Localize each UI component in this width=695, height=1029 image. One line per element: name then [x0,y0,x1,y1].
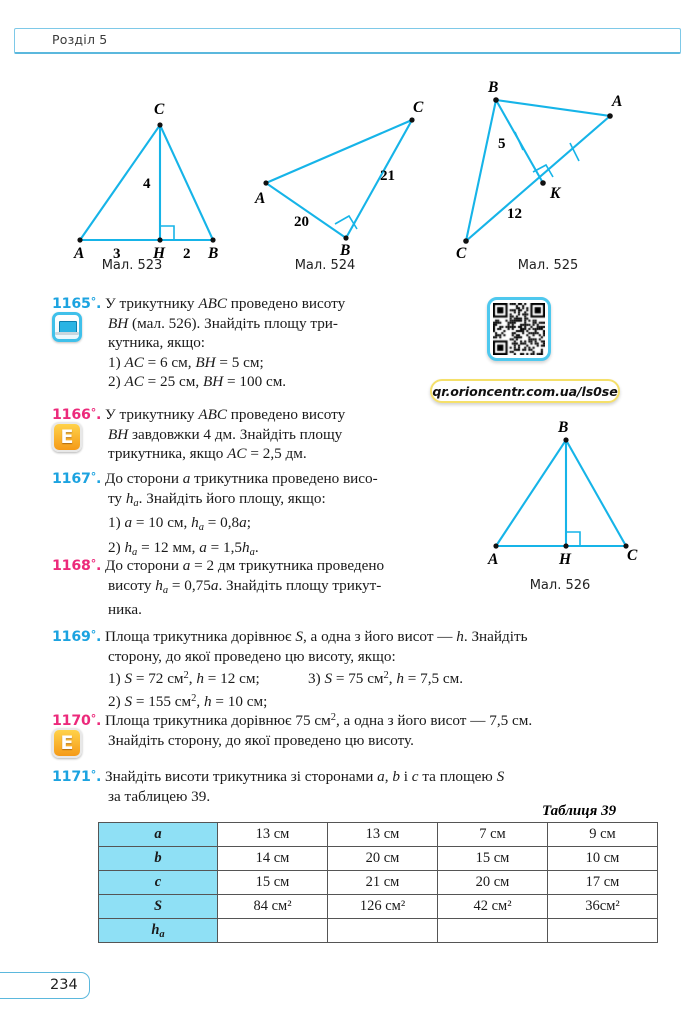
exercise-item: 1) a = 10 см, $h_a = 0,8a$; [108,514,251,534]
e-icon: E [52,422,82,452]
figure-measure-label: 4 [143,176,151,192]
figure-vertex-label: C [413,99,424,116]
exercise-text-line: кутника, якщо: [108,334,206,352]
qr-code-image [493,303,545,355]
table-title: Таблиця 39 [542,803,617,819]
figure-vertex-label: B [558,419,569,436]
exercise-text-line: Знайдіть висоти трикутника зі сторонами a, b і c та площею S [105,768,505,785]
figure-measure-label: 12 [507,206,522,222]
figure-vertex-label: A [74,245,85,262]
exercise-number: 1171°. [52,768,102,785]
exercise-text-line: BH завдовжки 4 дм. Знайдіть площу [108,426,343,444]
page-number: 234 [50,977,78,993]
table-cell: 7 см [438,823,548,847]
table-cell: 14 см [218,847,328,871]
figure-vertex-label: A [255,190,266,207]
table-cell: 13 см [328,823,438,847]
table-cell-empty[interactable] [328,919,438,943]
exercise-item: 2) AC = 25 см, BH = 100 см. [108,372,287,390]
table-row [99,919,658,943]
exercise-1165 [52,292,434,391]
exercise-item: 2) S = 155 $см^2$, h = 10 см; [108,692,268,710]
table-cell: 36см² [548,895,658,919]
exercise-1166 [52,403,434,464]
figure-vertex-label: C [627,547,638,564]
table-row [99,847,658,871]
exercise-number: 1167°. [52,470,102,487]
table-row-header: S [99,895,218,919]
table-row [99,823,658,847]
table-row-header: $h_a$ [99,919,218,943]
running-head-bar [14,28,681,54]
figure-vertex-label: C [154,101,165,118]
exercise-text-line: Площа трикутника дорівнює S, а одна з його висот — h. Знайдіть [105,628,528,645]
figure-caption-523: Мал. 523 [101,258,163,273]
exercise-1170 [52,708,672,750]
exercise-item: 3) S = 75 $см^2$, h = 7,5 см. [308,670,464,688]
figure-mal-525 [440,78,650,262]
figure-vertex-label: A [612,93,623,110]
exercise-number: 1170°. [52,712,102,729]
table-row-header: a [99,823,218,847]
figure-mal-524 [250,95,440,259]
table-cell: 13 см [218,823,328,847]
figure-mal-526 [470,418,645,568]
figure-vertex-label: B [488,79,499,96]
exercise-item: 1) AC = 6 см, BH = 5 см; [108,353,264,371]
table-cell: 17 см [548,871,658,895]
figure-caption-526: Мал. 526 [529,578,591,593]
table-cell-empty[interactable] [548,919,658,943]
figure-vertex-label: H [559,551,572,568]
table-cell: 84 см² [218,895,328,919]
table-cell: 15 см [218,871,328,895]
exercise-text-line: У трикутнику ABC проведено висоту [105,295,346,312]
table-cell: 20 см [328,847,438,871]
table-cell: 10 см [548,847,658,871]
figure-vertex-label: H [153,245,166,262]
exercise-item: 1) S = 72 $см^2$, h = 12 см; [108,670,260,688]
table-row [99,871,658,895]
exercise-1167 [52,467,442,562]
table-cell: 9 см [548,823,658,847]
figure-vertex-label: B [340,242,351,259]
figure-vertex-label: K [550,185,561,202]
table-cell: 21 см [328,871,438,895]
exercise-text-line: Площа трикутника дорівнює 75 $см^2$, а одна з його висот — 7,5 см. [105,712,533,729]
figure-measure-label: 20 [294,214,309,230]
table-cell-empty[interactable] [438,919,548,943]
figure-mal-523 [40,90,260,260]
exercise-text-line: BH (мал. 526). Знайдіть площу три- [108,315,338,333]
exercise-text-line: трикутника, якщо AC = 2,5 дм. [108,445,307,463]
figure-vertex-label: C [456,245,467,262]
table-row-header: c [99,871,218,895]
exercise-text-line: ника. [108,601,142,619]
exercise-1169 [52,625,672,711]
exercise-text-line: У трикутнику ABC проведено висоту [105,406,346,423]
exercise-number: 1166°. [52,406,102,423]
exercise-text-line: До сторони a трикутника проведено висо- [105,470,378,487]
exercise-number: 1169°. [52,628,102,645]
exercise-text-line: До сторони a = 2 дм трикутника проведено [105,557,385,574]
figure-vertex-label: A [488,551,499,568]
table-cell: 42 см² [438,895,548,919]
figure-caption-524: Мал. 524 [294,258,356,273]
exercise-text-line: сторону, до якої проведено цю висоту, якщо: [108,648,396,666]
table-39 [98,822,658,943]
table-cell-empty[interactable] [218,919,328,943]
exercise-1168 [52,554,442,620]
e-icon: E [52,728,82,758]
qr-code-card[interactable] [487,297,551,361]
exercise-text-line: ту $h_a$. Знайдіть його площу, якщо: [108,490,326,510]
table-cell: 20 см [438,871,548,895]
table-row-header: b [99,847,218,871]
table-cell: 15 см [438,847,548,871]
exercise-number: 1168°. [52,557,102,574]
figure-measure-label: 2 [183,246,191,262]
table-cell: 126 см² [328,895,438,919]
qr-url-text: qr.orioncentr.com.ua/ls0se [432,383,618,399]
exercise-text-line: за таблицею 39. [108,788,211,806]
exercise-text-line: Знайдіть сторону, до якої проведено цю висоту. [108,732,414,750]
figure-measure-label: 21 [380,168,395,184]
figure-measure-label: 3 [113,246,121,262]
qr-url-pill[interactable] [430,379,620,403]
exercise-number: 1165°. [52,295,102,312]
exercise-item: 2) $h_a = 12$ мм, $a = 1,5h_a$. [108,538,259,558]
figure-vertex-label: B [208,245,219,262]
exercise-text-line: висоту $h_a = 0,75a$. Знайдіть площу трикут- [108,577,382,597]
table-row [99,895,658,919]
section-label: Розділ 5 [52,32,108,47]
exercise-1171 [52,765,672,806]
figure-measure-label: 5 [498,136,506,152]
exercise-item-row [52,666,672,688]
figure-caption-525: Мал. 525 [517,258,579,273]
